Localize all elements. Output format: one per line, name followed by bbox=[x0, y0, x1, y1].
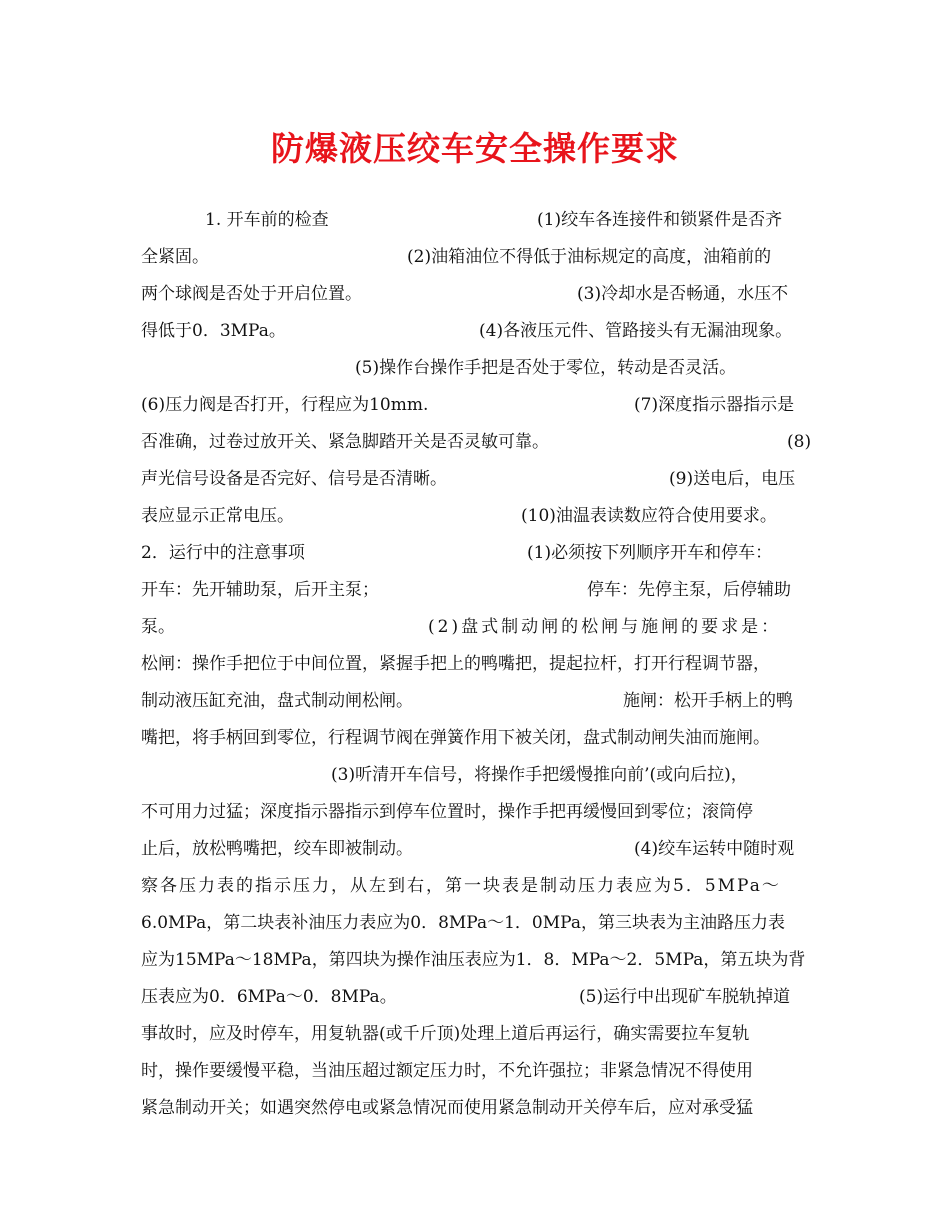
text-line bbox=[141, 607, 813, 647]
text-line bbox=[141, 1014, 813, 1054]
text-line bbox=[141, 977, 813, 1017]
text-segment: 紧急制动开关；如遇突然停电或紧急情况而使用紧急制动开关停车后，应对承受猛 bbox=[141, 1098, 753, 1118]
text-segment: 察各压力表的指示压力，从左到右，第一块表是制动压力表应为5．5MPa～ bbox=[141, 876, 781, 896]
text-segment: (1)绞车各连接件和锁紧件是否齐 bbox=[537, 210, 783, 230]
text-segment: (1)必须按下列顺序开车和停车： bbox=[527, 543, 773, 563]
text-segment: 表应显示正常电压。 bbox=[141, 506, 294, 526]
document-title: 防爆液压绞车安全操作要求 bbox=[271, 129, 679, 168]
text-line bbox=[141, 829, 813, 869]
text-segment: (5)运行中出现矿车脱轨掉道 bbox=[579, 987, 791, 1007]
text-segment: 压表应为0．6MPa～0．8MPa。 bbox=[141, 987, 397, 1007]
text-segment: (7)深度指示器指示是 bbox=[634, 395, 795, 415]
text-segment: (4)绞车运转中随时观 bbox=[634, 839, 795, 859]
text-line bbox=[141, 496, 813, 536]
text-segment: (3)冷却水是否畅通，水压不 bbox=[577, 284, 789, 304]
text-segment: (6)压力阀是否打开，行程应为10mm. bbox=[141, 395, 429, 415]
text-segment: (10)油温表读数应符合使用要求。 bbox=[521, 506, 777, 526]
text-segment: 1. 开车前的检查 bbox=[205, 210, 329, 230]
text-segment: 声光信号设备是否完好、信号是否清晰。 bbox=[141, 469, 447, 489]
text-segment: (3)听清开车信号，将操作手把缓慢推向前’(或向后拉)， bbox=[331, 765, 748, 785]
text-line bbox=[141, 1051, 813, 1091]
text-segment: 6.0MPa，第二块表补油压力表应为0．8MPa～1．0MPa，第三块表为主油路压力表 bbox=[141, 913, 785, 933]
text-line bbox=[141, 422, 813, 462]
text-line bbox=[141, 348, 813, 388]
text-segment: 施闸：松开手柄上的鸭 bbox=[623, 691, 793, 711]
text-line bbox=[141, 792, 813, 832]
text-line bbox=[141, 681, 813, 721]
text-segment: 否准确，过卷过放开关、紧急脚踏开关是否灵敏可靠。 bbox=[141, 432, 549, 452]
text-segment: 全紧固。 bbox=[141, 247, 209, 267]
text-line bbox=[141, 1088, 813, 1128]
text-line bbox=[141, 570, 813, 610]
text-segment: (4)各液压元件、管路接头有无漏油现象。 bbox=[479, 321, 793, 341]
text-line bbox=[141, 533, 813, 573]
text-segment: (2)油箱油位不得低于油标规定的高度，油箱前的 bbox=[407, 247, 772, 267]
text-line bbox=[141, 755, 813, 795]
text-segment: 得低于0．3MPa。 bbox=[141, 321, 286, 341]
text-segment: (8) bbox=[787, 432, 812, 452]
text-line bbox=[141, 459, 813, 499]
text-line bbox=[141, 718, 813, 758]
text-line bbox=[141, 274, 813, 314]
text-segment: 停车：先停主泵，后停辅助 bbox=[587, 580, 791, 600]
text-line bbox=[141, 385, 813, 425]
text-segment: 止后，放松鸭嘴把，绞车即被制动。 bbox=[141, 839, 413, 859]
text-line bbox=[141, 940, 813, 980]
text-line bbox=[141, 903, 813, 943]
text-line bbox=[141, 311, 813, 351]
text-line bbox=[141, 237, 813, 277]
text-segment: 时，操作要缓慢平稳，当油压超过额定压力时，不允许强拉；非紧急情况不得使用 bbox=[141, 1061, 753, 1081]
text-segment: 制动液压缸充油，盘式制动闸松闸。 bbox=[141, 691, 413, 711]
text-segment: 嘴把，将手柄回到零位，行程调节阀在弹簧作用下被关闭，盘式制动闸失油而施闸。 bbox=[141, 728, 770, 748]
text-segment: 泵。 bbox=[141, 617, 175, 637]
text-segment: 不可用力过猛；深度指示器指示到停车位置时，操作手把再缓慢回到零位；滚筒停 bbox=[141, 802, 753, 822]
text-segment: (9)送电后，电压 bbox=[669, 469, 796, 489]
text-segment: 松闸：操作手把位于中间位置，紧握手把上的鸭嘴把，提起拉杆，打开行程调节器， bbox=[141, 654, 770, 674]
text-line bbox=[141, 644, 813, 684]
text-segment: (5)操作台操作手把是否处于零位，转动是否灵活。 bbox=[355, 358, 737, 378]
text-segment: 两个球阀是否处于开启位置。 bbox=[141, 284, 362, 304]
text-segment: 应为15MPa～18MPa，第四块为操作油压表应为1．8．MPa～2．5MPa，第五块为背 bbox=[141, 950, 806, 970]
text-line bbox=[141, 200, 813, 240]
text-line bbox=[141, 866, 813, 906]
text-segment: 开车：先开辅助泵，后开主泵； bbox=[141, 580, 379, 600]
text-segment: (2)盘式制动闸的松闸与施闸的要求是： bbox=[428, 617, 782, 637]
text-segment: 2．运行中的注意事项 bbox=[141, 543, 305, 563]
text-segment: 事故时，应及时停车，用复轨器(或千斤顶)处理上道后再运行，确实需要拉车复轨 bbox=[141, 1024, 750, 1044]
